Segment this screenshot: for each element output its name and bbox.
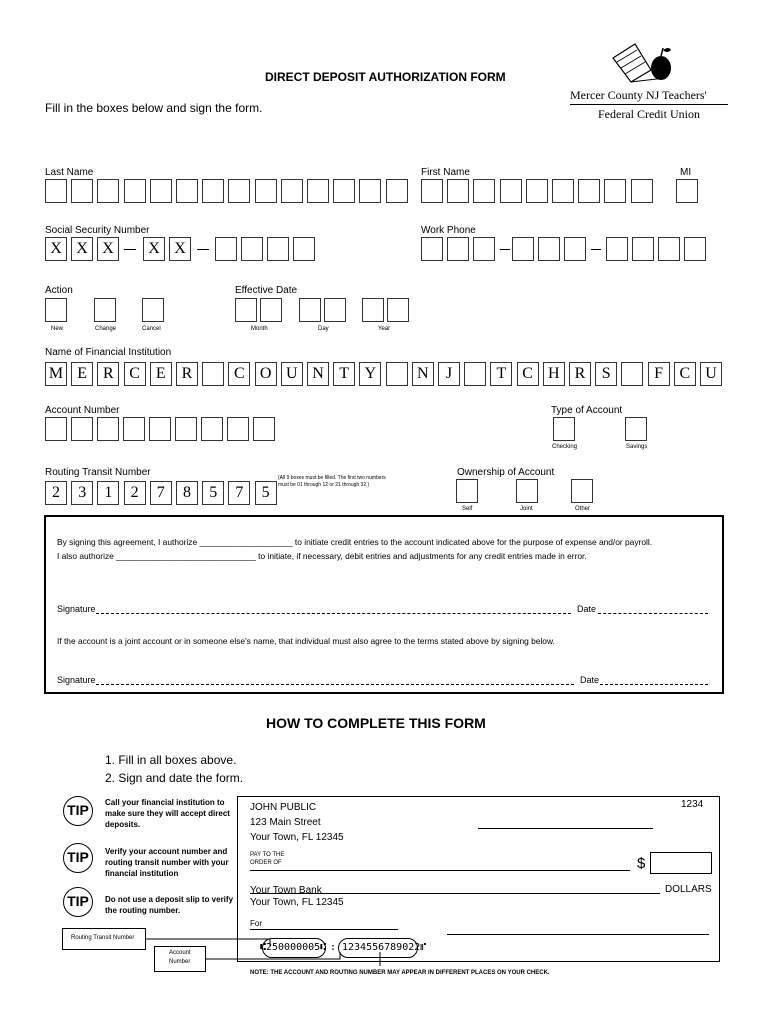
first-name-box[interactable]	[526, 179, 548, 203]
first-name-box[interactable]	[578, 179, 600, 203]
institution-box[interactable]: R	[569, 362, 591, 386]
memo-line	[250, 929, 398, 930]
ownership-other-box[interactable]	[571, 479, 593, 503]
day-box[interactable]	[324, 298, 346, 322]
last-name-box[interactable]	[307, 179, 329, 203]
joint-signature-label: Signature	[57, 675, 96, 685]
ssn-box[interactable]: X	[45, 237, 67, 261]
action-change-label: Change	[95, 326, 117, 332]
amount-box	[650, 852, 712, 874]
action-change-box[interactable]	[94, 298, 116, 322]
phone-box[interactable]	[564, 237, 586, 261]
institution-box[interactable]: T	[490, 362, 512, 386]
institution-box[interactable]: F	[648, 362, 670, 386]
form-title: DIRECT DEPOSIT AUTHORIZATION FORM	[265, 70, 506, 84]
pay-to-label-2: ORDER OF	[250, 860, 282, 866]
savings-label: Savings	[626, 444, 648, 450]
routing-box[interactable]: 2	[124, 481, 146, 505]
check-date-line	[478, 828, 653, 829]
micr-routing: ⑆250000005⑆	[260, 942, 327, 953]
last-name-box[interactable]	[176, 179, 198, 203]
day-box[interactable]	[299, 298, 321, 322]
account-callout-label-1: Account	[169, 950, 191, 956]
institution-box[interactable]: U	[700, 362, 722, 386]
last-name-box[interactable]	[333, 179, 355, 203]
action-cancel-box[interactable]	[142, 298, 164, 322]
ssn-box[interactable]	[241, 237, 263, 261]
routing-box[interactable]: 8	[176, 481, 198, 505]
ssn-box[interactable]: X	[143, 237, 165, 261]
phone-dash	[500, 249, 510, 250]
day-label: Day	[318, 326, 329, 332]
institution-box[interactable]: E	[150, 362, 172, 386]
institution-box[interactable]: Y	[359, 362, 381, 386]
account-number-box[interactable]	[123, 417, 145, 441]
institution-box[interactable]: N	[307, 362, 329, 386]
step-1: 1. Fill in all boxes above.	[105, 753, 237, 767]
tip-icon: TIP	[63, 887, 93, 917]
institution-label: Name of Financial Institution	[45, 347, 172, 358]
phone-box[interactable]	[632, 237, 654, 261]
account-number-box[interactable]	[253, 417, 275, 441]
ssn-box[interactable]: X	[71, 237, 93, 261]
institution-box[interactable]	[386, 362, 408, 386]
routing-box[interactable]: 7	[150, 481, 172, 505]
first-name-box[interactable]	[552, 179, 574, 203]
institution-box[interactable]: C	[228, 362, 250, 386]
tip-icon: TIP	[63, 843, 93, 873]
account-number-box[interactable]	[201, 417, 223, 441]
action-new-label: New	[51, 326, 64, 332]
phone-box[interactable]	[538, 237, 560, 261]
phone-box[interactable]	[447, 237, 469, 261]
phone-dash	[591, 249, 601, 250]
joint-signature-line[interactable]	[96, 684, 574, 685]
check-note: NOTE: THE ACCOUNT AND ROUTING NUMBER MAY APPEAR IN DIFFERENT PLACES ON YOUR CHECK.	[250, 970, 550, 976]
other-label: Other	[575, 506, 591, 512]
routing-note-2: must be 01 through 12 or 21 through 32.)	[278, 482, 370, 488]
routing-box[interactable]: 5	[255, 481, 277, 505]
logo-line-1: Mercer County NJ Teachers'	[570, 88, 707, 102]
joint-label: Joint	[520, 506, 533, 512]
institution-box[interactable]: U	[281, 362, 303, 386]
checking-label: Checking	[552, 444, 578, 450]
last-name-box[interactable]	[97, 179, 119, 203]
account-number-box[interactable]	[97, 417, 119, 441]
step-2: 2. Sign and date the form.	[105, 771, 244, 785]
last-name-label: Last Name	[45, 167, 94, 178]
last-name-box[interactable]	[71, 179, 93, 203]
phone-box[interactable]	[684, 237, 706, 261]
joint-account-text: If the account is a joint account or in someone else's name, that individual must also agree to the terms stated above by signing below.	[57, 636, 555, 646]
ssn-dash	[197, 249, 209, 250]
checking-box[interactable]	[553, 417, 575, 441]
first-name-box[interactable]	[447, 179, 469, 203]
agreement-line-1: By signing this agreement, I authorize ____________________ to initiate credit entries to the account indicated above for the purpose of expense and/or payroll.	[57, 537, 653, 547]
institution-box[interactable]	[621, 362, 643, 386]
institution-box[interactable]: T	[333, 362, 355, 386]
routing-callout-label: Routing Transit Number	[71, 935, 135, 941]
ownership-self-box[interactable]	[456, 479, 478, 503]
ssn-label: Social Security Number	[45, 225, 150, 236]
micr-separator: :	[330, 942, 337, 953]
self-label: Self	[462, 506, 473, 512]
institution-box[interactable]: H	[543, 362, 565, 386]
dollars-label: DOLLARS	[665, 884, 712, 895]
phone-box[interactable]	[658, 237, 680, 261]
month-box[interactable]	[235, 298, 257, 322]
routing-box[interactable]: 5	[202, 481, 224, 505]
date-line[interactable]	[598, 613, 708, 614]
logo-divider	[570, 104, 728, 105]
first-name-label: First Name	[421, 167, 470, 178]
last-name-box[interactable]	[124, 179, 146, 203]
tip-3: Do not use a deposit slip to verify the routing number.	[105, 895, 234, 915]
account-type-label: Type of Account	[551, 405, 623, 416]
ssn-dash	[124, 249, 136, 250]
institution-box[interactable]: O	[255, 362, 277, 386]
tip-2: Verify your account number and routing transit number with your financial institution	[105, 847, 229, 878]
institution-box[interactable]	[202, 362, 224, 386]
institution-box[interactable]	[464, 362, 486, 386]
first-name-box[interactable]	[500, 179, 522, 203]
account-number-box[interactable]	[227, 417, 249, 441]
routing-box[interactable]: 1	[97, 481, 119, 505]
routing-box[interactable]: 3	[71, 481, 93, 505]
pay-to-label-1: PAY TO THE	[250, 852, 285, 858]
ssn-box[interactable]	[215, 237, 237, 261]
ssn-box[interactable]: X	[169, 237, 191, 261]
last-name-box[interactable]	[255, 179, 277, 203]
ownership-joint-box[interactable]	[516, 479, 538, 503]
check-number: 1234	[681, 799, 704, 810]
work-phone-label: Work Phone	[421, 225, 476, 236]
date-label: Date	[577, 604, 597, 614]
last-name-box[interactable]	[386, 179, 408, 203]
action-label: Action	[45, 285, 73, 296]
phone-box[interactable]	[421, 237, 443, 261]
logo-line-2: Federal Credit Union	[598, 107, 700, 121]
bank-city: Your Town, FL 12345	[250, 897, 344, 908]
agreement-line-2: I also authorize ______________________________ to initiate, if necessary, debit entries and adjustments for any credit entries made in error.	[57, 551, 587, 561]
check-name: JOHN PUBLIC	[250, 802, 317, 813]
account-number-box[interactable]	[71, 417, 93, 441]
form-instruction: Fill in the boxes below and sign the form.	[45, 101, 263, 115]
institution-box[interactable]: M	[45, 362, 67, 386]
ssn-box[interactable]	[293, 237, 315, 261]
first-name-box[interactable]	[473, 179, 495, 203]
check-city: Your Town, FL 12345	[250, 832, 344, 843]
phone-box[interactable]	[473, 237, 495, 261]
ownership-label: Ownership of Account	[457, 467, 555, 478]
routing-label: Routing Transit Number	[45, 467, 151, 478]
account-number-box[interactable]	[45, 417, 67, 441]
institution-box[interactable]: C	[124, 362, 146, 386]
micr-account: 1234556789022⑈	[342, 942, 427, 953]
dollar-sign: $	[637, 855, 646, 872]
tip-icon: TIP	[63, 796, 93, 826]
for-label: For	[250, 919, 262, 928]
year-box[interactable]	[362, 298, 384, 322]
signature-label: Signature	[57, 604, 96, 614]
institution-box[interactable]: S	[595, 362, 617, 386]
bank-name: Your Town Bank	[250, 885, 322, 896]
first-name-box[interactable]	[421, 179, 443, 203]
first-name-box[interactable]	[604, 179, 626, 203]
signature-line[interactable]	[96, 613, 571, 614]
year-label: Year	[378, 326, 391, 332]
last-name-box[interactable]	[359, 179, 381, 203]
institution-box[interactable]: R	[97, 362, 119, 386]
account-number-box[interactable]	[149, 417, 171, 441]
institution-box[interactable]: J	[438, 362, 460, 386]
last-name-box[interactable]	[45, 179, 67, 203]
mi-box[interactable]	[676, 179, 698, 203]
check-street: 123 Main Street	[250, 817, 321, 828]
savings-box[interactable]	[625, 417, 647, 441]
institution-box[interactable]: N	[412, 362, 434, 386]
credit-union-logo	[565, 38, 730, 123]
tip-1: Call your financial institution to make sure they will accept direct deposits.	[105, 798, 230, 829]
account-number-box[interactable]	[175, 417, 197, 441]
institution-box[interactable]: C	[517, 362, 539, 386]
mi-label: MI	[680, 167, 692, 178]
account-number-label: Account Number	[45, 405, 120, 416]
first-name-box[interactable]	[631, 179, 653, 203]
joint-date-line[interactable]	[600, 684, 708, 685]
institution-box[interactable]: R	[176, 362, 198, 386]
last-name-box[interactable]	[228, 179, 250, 203]
year-box[interactable]	[387, 298, 409, 322]
routing-box[interactable]: 7	[228, 481, 250, 505]
month-label: Month	[251, 326, 268, 332]
month-box[interactable]	[260, 298, 282, 322]
action-cancel-label: Cancel	[142, 326, 161, 332]
payee-line	[250, 870, 630, 871]
howto-title: HOW TO COMPLETE THIS FORM	[266, 715, 486, 731]
apple-book-icon	[605, 38, 685, 88]
action-new-box[interactable]	[45, 298, 67, 322]
effective-date-label: Effective Date	[235, 285, 298, 296]
last-name-box[interactable]	[150, 179, 172, 203]
phone-box[interactable]	[606, 237, 628, 261]
check-signature-line	[447, 934, 709, 935]
account-callout-label-2: Number	[169, 959, 191, 965]
institution-box[interactable]: E	[71, 362, 93, 386]
routing-box[interactable]: 2	[45, 481, 67, 505]
institution-box[interactable]: C	[674, 362, 696, 386]
routing-note-1: (All 9 boxes must be filled. The first two numbers	[278, 475, 386, 481]
joint-date-label: Date	[580, 675, 600, 685]
ssn-box[interactable]	[267, 237, 289, 261]
ssn-box[interactable]: X	[97, 237, 119, 261]
last-name-box[interactable]	[281, 179, 303, 203]
last-name-box[interactable]	[202, 179, 224, 203]
phone-box[interactable]	[512, 237, 534, 261]
